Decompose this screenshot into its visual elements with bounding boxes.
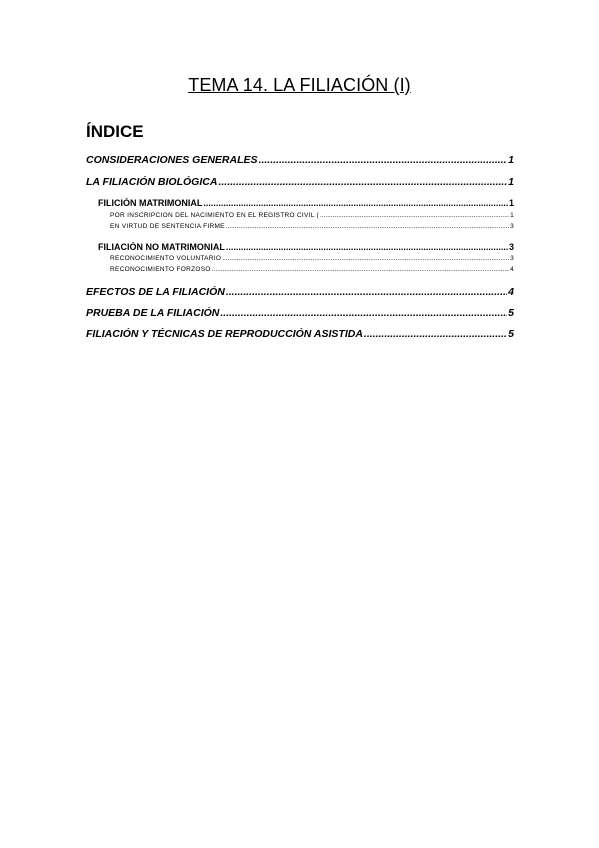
- toc-entry-page: 4: [508, 286, 514, 298]
- toc-entry[interactable]: [110, 223, 514, 230]
- toc-leader-dots: [364, 328, 507, 340]
- toc-entry-page: 1: [510, 212, 514, 219]
- toc-entry[interactable]: [110, 212, 514, 219]
- toc-entry-page: 3: [508, 242, 514, 252]
- toc-entry-label: FILIACIÓN Y TÉCNICAS DE REPRODUCCIÓN ASISTIDA: [86, 328, 363, 340]
- toc-leader-dots: [218, 176, 507, 188]
- toc-entry-page: 4: [510, 266, 514, 273]
- toc-leader-dots: [226, 242, 508, 252]
- toc-entry-page: 5: [508, 307, 514, 319]
- toc-entry-page: 3: [510, 223, 514, 230]
- toc-entry[interactable]: [98, 242, 514, 252]
- toc-leader-dots: [226, 223, 509, 230]
- toc-entry[interactable]: [98, 198, 514, 208]
- toc-leader-dots: [203, 198, 508, 208]
- toc-entry-label: EN VIRTUD DE SENTENCIA FIRME: [110, 223, 225, 230]
- toc-entry-label: LA FILIACIÓN BIOLÓGICA: [86, 176, 218, 188]
- toc-entry-label: CONSIDERACIONES GENERALES: [86, 154, 258, 166]
- toc-entry-page: 1: [508, 198, 514, 208]
- toc-entry-label: RECONOCIMIENTO VOLUNTARIO: [110, 255, 222, 262]
- toc-entry[interactable]: [86, 286, 514, 298]
- toc-heading: ÍNDICE: [86, 122, 144, 141]
- toc-leader-dots: [320, 212, 509, 219]
- toc-leader-dots: [259, 154, 508, 166]
- toc-entry[interactable]: [110, 255, 514, 262]
- toc-entry-label: EFECTOS DE LA FILIACIÓN: [86, 286, 225, 298]
- document-title: TEMA 14. LA FILIACIÓN (I): [188, 75, 411, 95]
- toc-leader-dots: [222, 255, 509, 262]
- toc-entry-page: 5: [508, 328, 514, 340]
- toc-entry-label: PRUEBA DE LA FILIACIÓN: [86, 307, 220, 319]
- toc-entry-label: FILICIÓN MATRIMONIAL: [98, 198, 203, 208]
- toc-entry[interactable]: [86, 328, 514, 340]
- toc-leader-dots: [220, 307, 507, 319]
- toc-entry-label: POR INSCRIPCIÓN DEL NACIMIENTO EN EL REGISTRO CIVIL (: [110, 212, 320, 219]
- toc-entry[interactable]: [110, 266, 514, 273]
- toc-entry-label: RECONOCIMIENTO FORZOSO: [110, 266, 211, 273]
- toc-entry-page: 3: [510, 255, 514, 262]
- toc-leader-dots: [212, 266, 509, 273]
- toc-entry[interactable]: [86, 154, 514, 166]
- toc-entry[interactable]: [86, 307, 514, 319]
- toc-entry-label: FILIACIÓN NO MATRIMONIAL: [98, 242, 225, 252]
- toc-entry-page: 1: [508, 154, 514, 166]
- toc-leader-dots: [226, 286, 507, 298]
- toc-entry-page: 1: [508, 176, 514, 188]
- toc-entry[interactable]: [86, 176, 514, 188]
